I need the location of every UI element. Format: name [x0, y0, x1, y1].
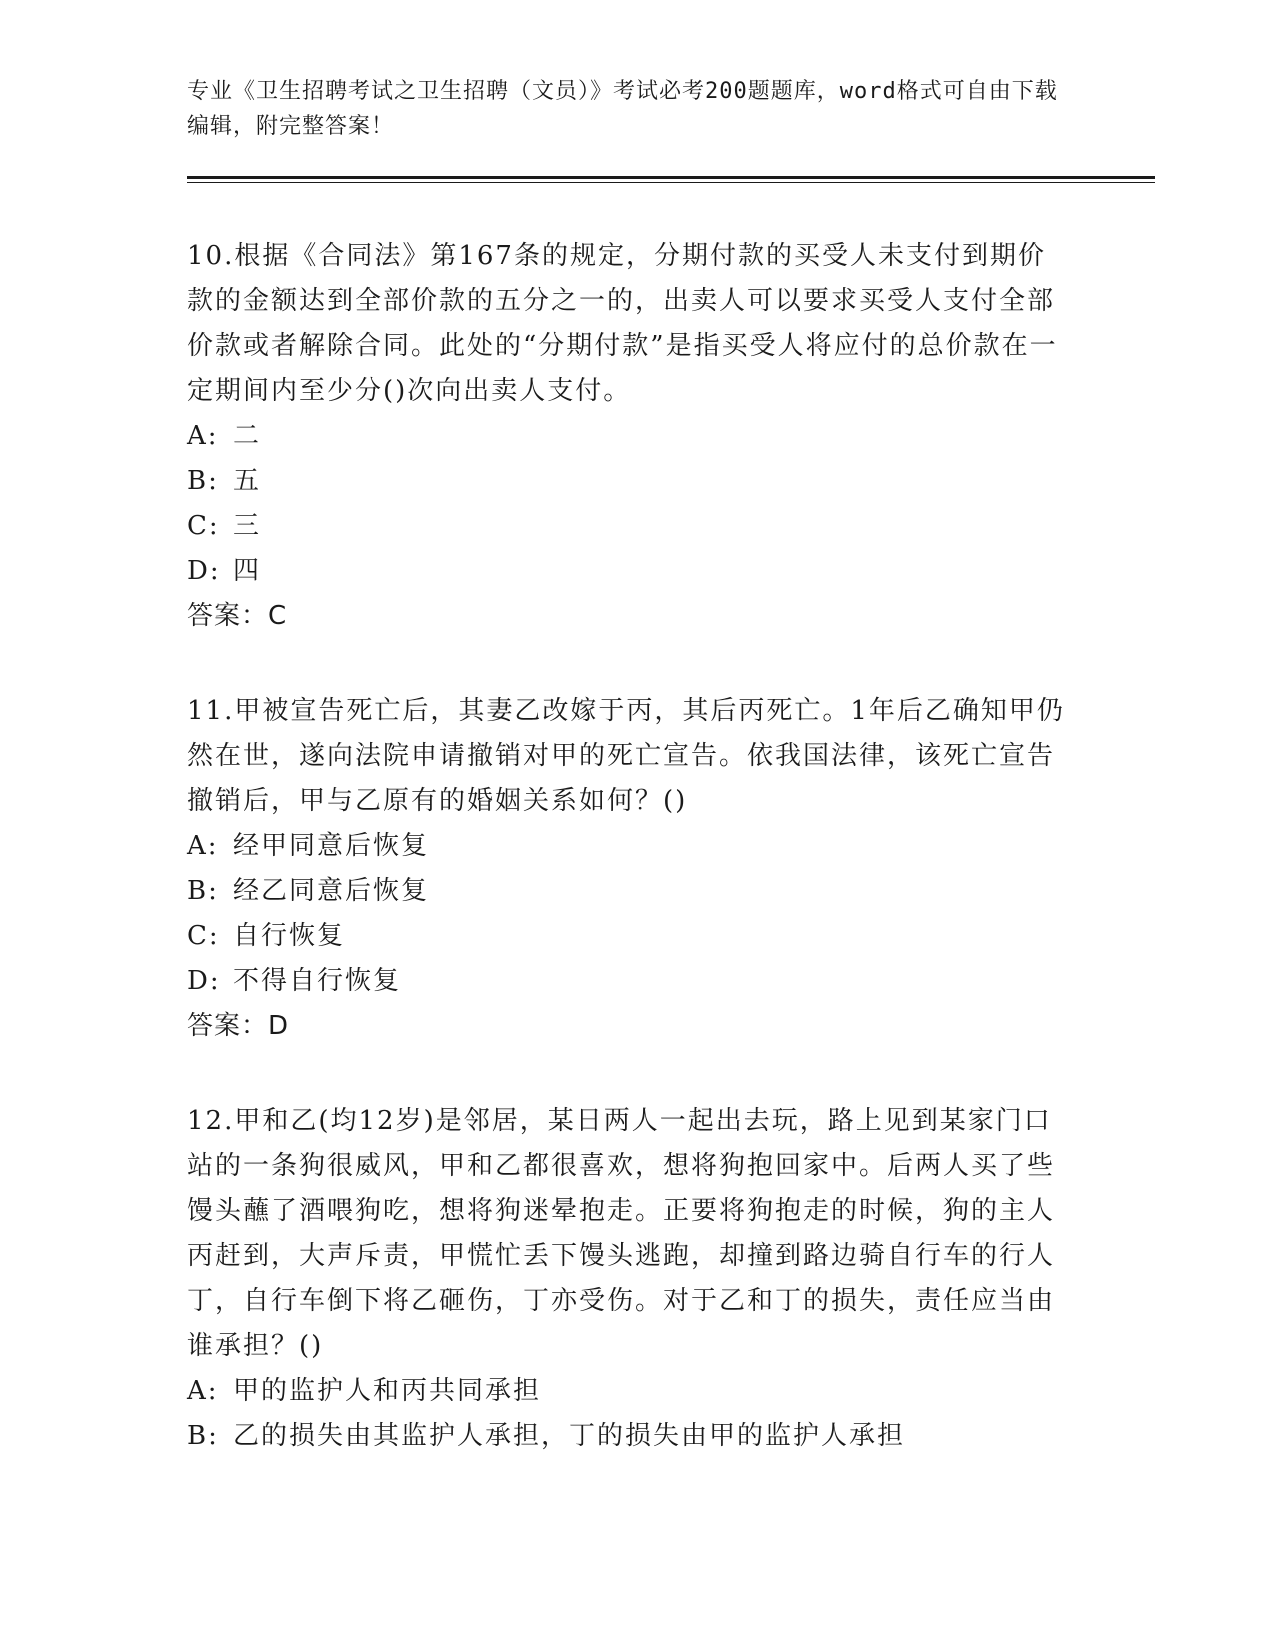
question-stem: 12.甲和乙(均12岁)是邻居，某日两人一起出去玩，路上见到某家门口站的一条狗很威风，甲和乙都很喜欢，想将狗抱回家中。后两人买了些馒头蘸了酒喂狗吃，想将狗迷晕抱走。正要将狗抱走的时候，狗的主人丙赶到，大声斥责，甲慌忙丢下馒头逃跑，却撞到路边骑自行车的行人丁，自行车倒下将乙砸伤，丁亦受伤。对于乙和丁的损失，责任应当由谁承担？(): [187, 1106, 1056, 1361]
document-header: 专业《卫生招聘考试之卫生招聘（文员）》考试必考200题题库，word格式可自由下载编辑，附完整答案！: [187, 79, 1058, 139]
option-letter: D:: [187, 556, 221, 586]
option-list: [187, 414, 1067, 594]
option-b: [187, 459, 1067, 504]
option-text: 经甲同意后恢复: [233, 831, 430, 861]
option-a: [187, 824, 1067, 869]
option-a: [187, 414, 1067, 459]
option-list: [187, 1369, 1067, 1459]
option-c: [187, 914, 1067, 959]
option-letter: B:: [187, 466, 219, 496]
option-letter: A:: [187, 1376, 219, 1406]
option-b: [187, 869, 1067, 914]
option-b: [187, 1414, 1067, 1459]
option-text: 甲的监护人和丙共同承担: [233, 1376, 542, 1406]
question-11: [187, 689, 1067, 1049]
option-text: 自行恢复: [233, 921, 346, 951]
option-letter: B:: [187, 876, 219, 906]
header-divider-thin: [187, 182, 1155, 183]
option-text: 五: [233, 466, 262, 496]
option-d: [187, 549, 1067, 594]
option-text: 乙的损失由其监护人承担，丁的损失由甲的监护人承担: [233, 1421, 906, 1451]
question-12: [187, 1099, 1067, 1459]
option-d: [187, 959, 1067, 1004]
question-10: [187, 234, 1067, 639]
option-a: [187, 1369, 1067, 1414]
question-stem: 10.根据《合同法》第167条的规定，分期付款的买受人未支付到期价款的金额达到全部价款的五分之一的，出卖人可以要求买受人支付全部价款或者解除合同。此处的“分期付款”是指买受人将应付的总价款在一定期间内至少分()次向出卖人支付。: [187, 241, 1058, 406]
option-text: 三: [233, 511, 262, 541]
question-stem: 11.甲被宣告死亡后，其妻乙改嫁于丙，其后丙死亡。1年后乙确知甲仍然在世，遂向法院申请撤销对甲的死亡宣告。依我国法律，该死亡宣告撤销后，甲与乙原有的婚姻关系如何？(): [187, 696, 1065, 816]
option-text: 四: [233, 556, 262, 586]
answer-line: 答案：D: [187, 1011, 290, 1041]
option-c: [187, 504, 1067, 549]
option-letter: A:: [187, 831, 219, 861]
option-list: [187, 824, 1067, 1004]
option-letter: C:: [187, 511, 220, 541]
option-letter: D:: [187, 966, 221, 996]
option-letter: B:: [187, 1421, 219, 1451]
option-letter: C:: [187, 921, 220, 951]
header-divider-thick: [187, 176, 1155, 179]
option-text: 不得自行恢复: [233, 966, 402, 996]
option-text: 经乙同意后恢复: [233, 876, 430, 906]
option-text: 二: [233, 421, 262, 451]
option-letter: A:: [187, 421, 219, 451]
answer-line: 答案：C: [187, 601, 288, 631]
